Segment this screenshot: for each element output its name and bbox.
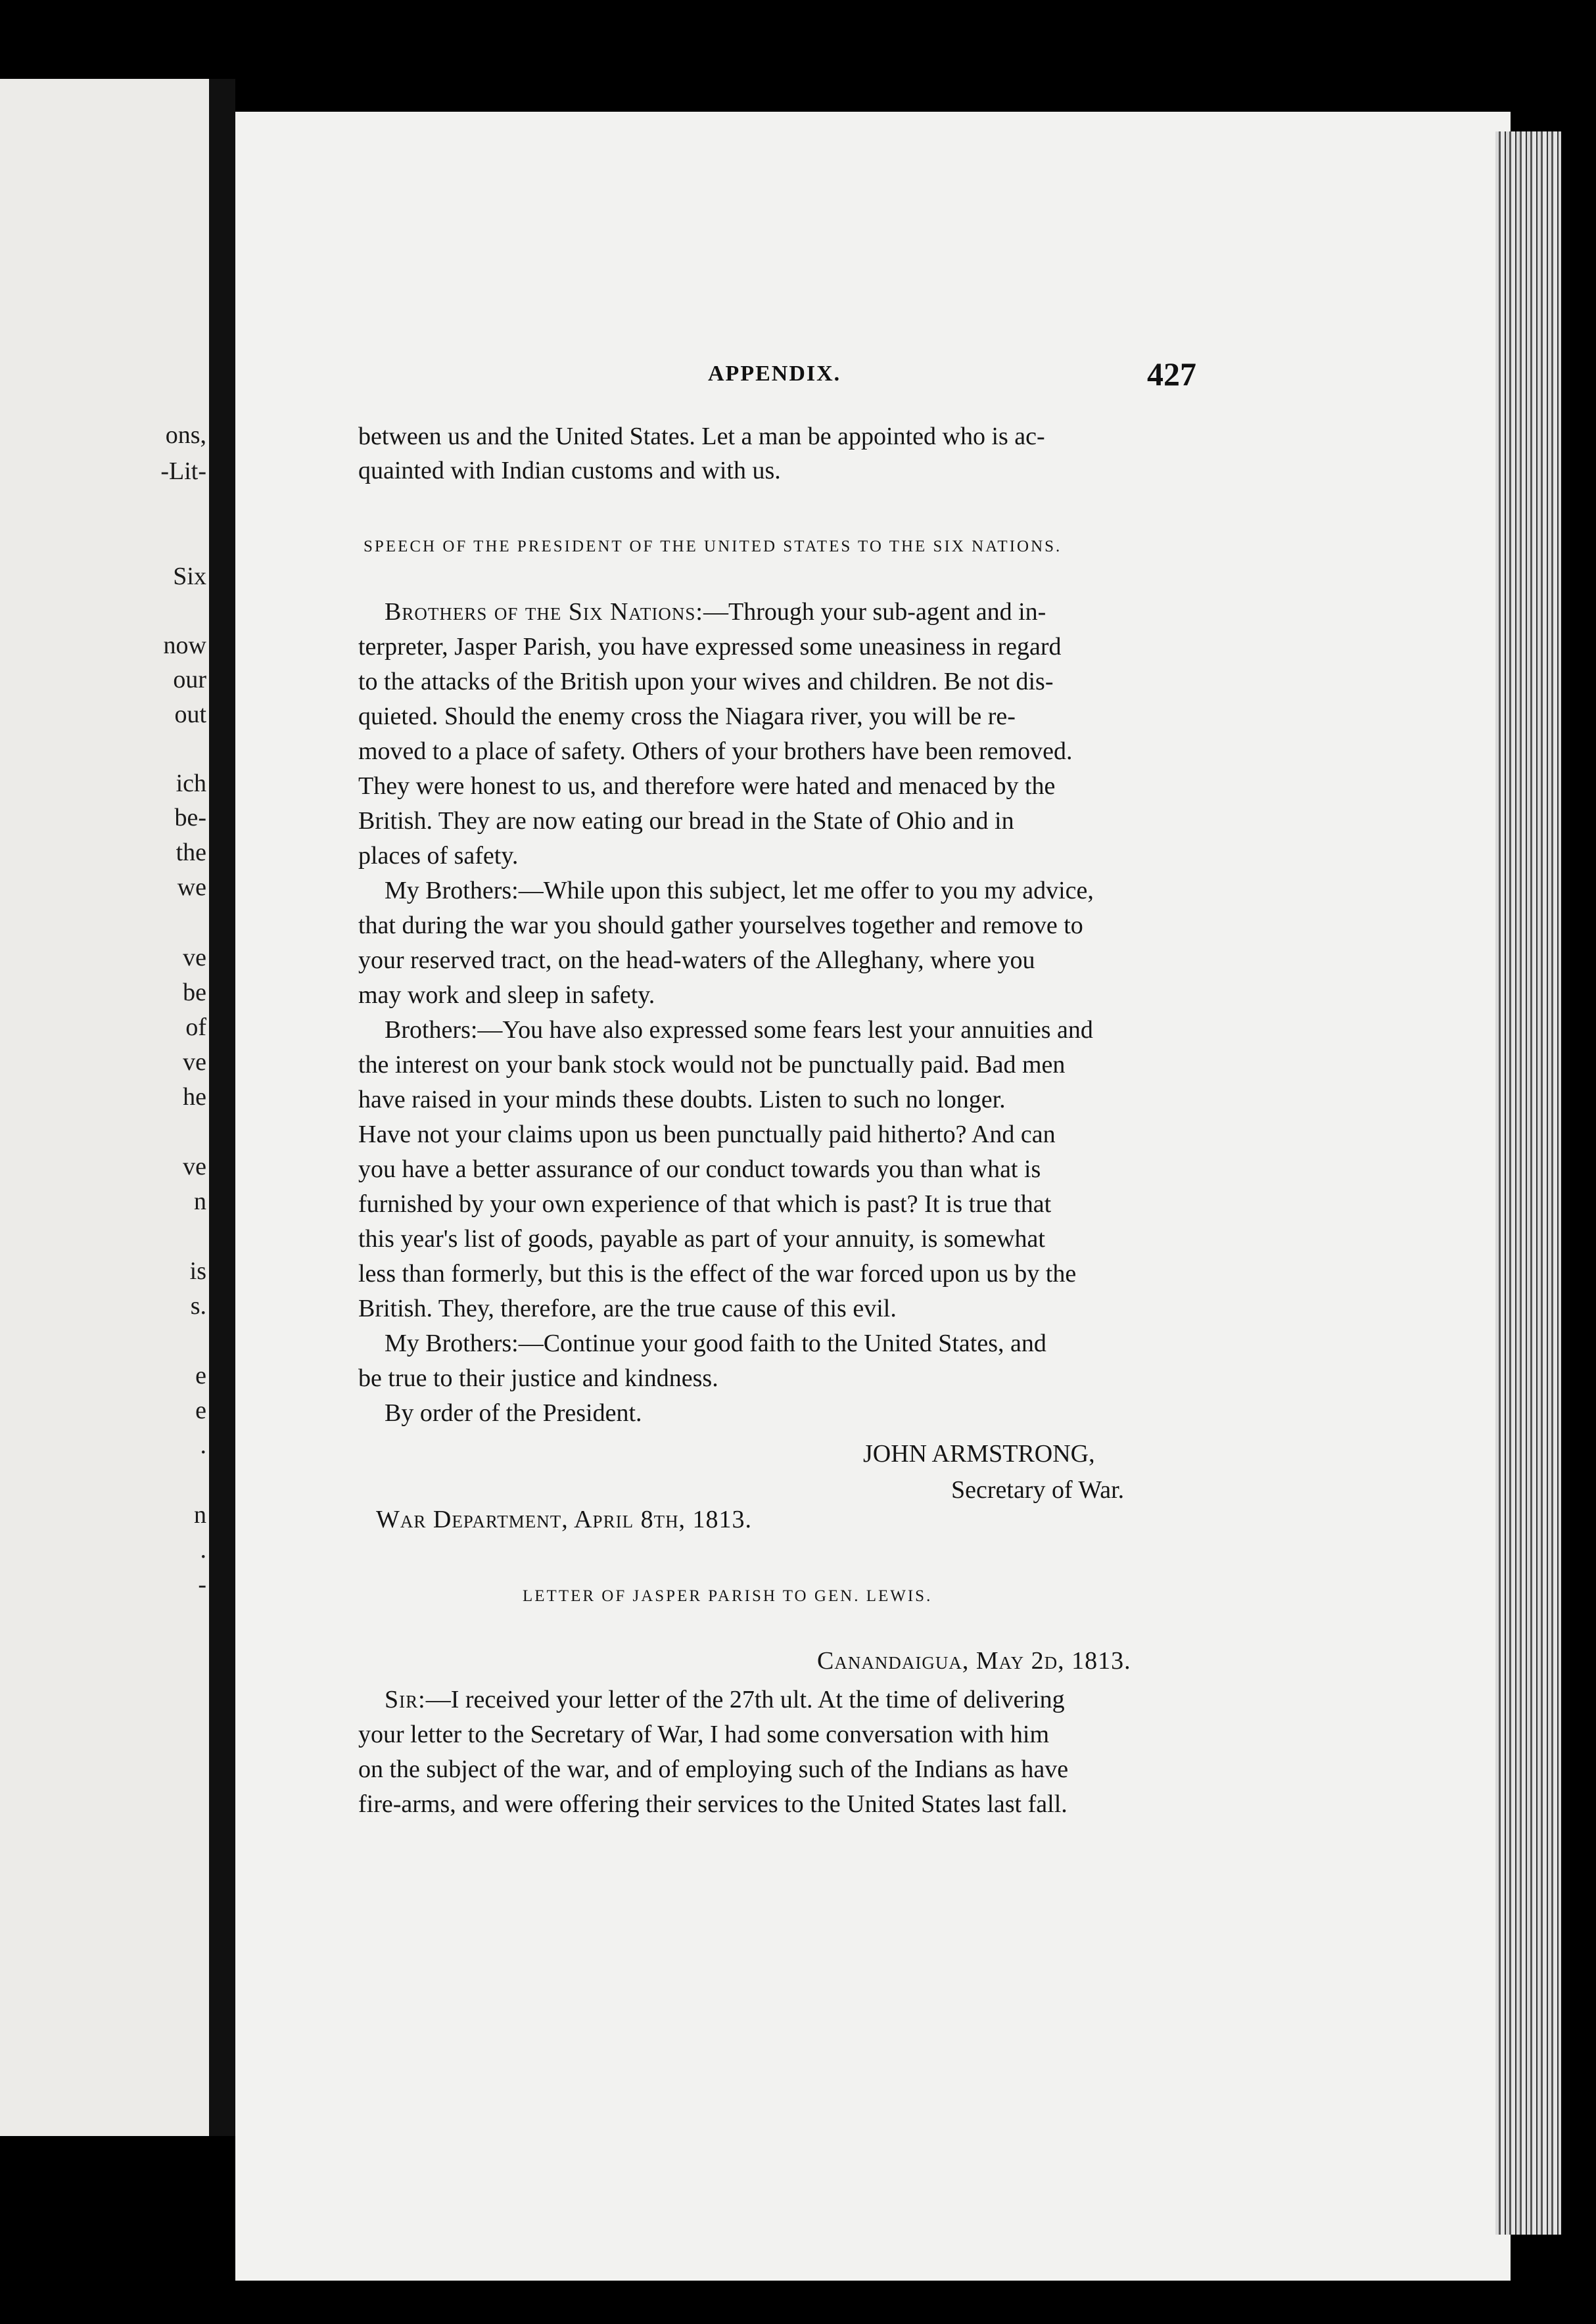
salutation: Brothers of the Six Nations:: [385, 598, 703, 626]
text-line: [358, 1683, 1193, 1717]
salutation: Sir:: [385, 1686, 426, 1713]
facing-page-fragment: our: [173, 666, 206, 693]
facing-page-fragment: Six: [173, 563, 206, 590]
text-line: Brothers:—You have also expressed some fears lest your annuities and: [385, 1016, 1093, 1044]
text-line: to the attacks of the British upon your wives and children. Be not dis-: [358, 668, 1054, 695]
running-head: APPENDIX.: [708, 361, 841, 386]
text-fragment: —Through your sub-agent and in-: [703, 598, 1046, 626]
text-line: They were honest to us, and therefore were hated and menaced by the: [358, 772, 1056, 800]
facing-page-fragment: ve: [183, 1153, 206, 1180]
text-line: be true to their justice and kindness.: [358, 1364, 718, 1392]
text-line: [358, 595, 1193, 630]
text-line: My Brothers:—Continue your good faith to the United States, and: [385, 1330, 1046, 1357]
facing-page-fragment: ons,: [165, 421, 206, 449]
page-header: [355, 355, 1196, 401]
text-line: British. They, therefore, are the true cause of this evil.: [358, 1295, 897, 1322]
speech-heading: SPEECH OF THE PRESIDENT OF THE UNITED STATES TO THE SIX NATIONS.: [364, 538, 1062, 555]
signature-name: JOHN ARMSTRONG,: [863, 1440, 1095, 1468]
facing-page-fragment: be-: [174, 804, 206, 831]
text-line: My Brothers:—While upon this subject, let me offer to you my advice,: [385, 877, 1094, 904]
book-gutter: [209, 79, 235, 2136]
text-line: may work and sleep in safety.: [358, 981, 655, 1009]
text-line: quieted. Should the enemy cross the Niagara river, you will be re-: [358, 703, 1016, 730]
facing-page-fragment: -Lit-: [160, 457, 206, 485]
facing-page-fragment: n: [194, 1188, 206, 1215]
facing-page-fragment: of: [185, 1013, 206, 1041]
dateline: War Department, April 8th, 1813.: [376, 1506, 753, 1533]
facing-page-fragment: e: [195, 1397, 206, 1424]
facing-page-fragment: he: [183, 1083, 206, 1111]
facing-page-fragment: s.: [190, 1292, 206, 1320]
text-line: that during the war you should gather yourselves together and remove to: [358, 912, 1083, 939]
facing-page-fragment: -: [198, 1571, 206, 1598]
facing-page-fragment: now: [163, 632, 206, 659]
facing-page-fragment: is: [189, 1257, 206, 1285]
text-line: between us and the United States. Let a man be appointed who is ac-: [358, 423, 1045, 450]
facing-page-fragment: .: [200, 1536, 206, 1564]
facing-page-text: [0, 79, 209, 2136]
facing-page-fragment: ich: [176, 770, 206, 797]
facing-page-fragment: n: [194, 1501, 206, 1529]
text-line: moved to a place of safety. Others of your brothers have been removed.: [358, 737, 1073, 765]
text-line: this year's list of goods, payable as part of your annuity, is somewhat: [358, 1225, 1045, 1253]
letter-heading: LETTER OF JASPER PARISH TO GEN. LEWIS.: [523, 1587, 933, 1605]
text-line: quainted with Indian customs and with us.: [358, 457, 781, 484]
text-line: fire-arms, and were offering their services to the United States last fall.: [358, 1790, 1068, 1818]
facing-page-fragment: out: [174, 701, 206, 728]
page-edges: [1495, 131, 1561, 2235]
text-fragment: —I received your letter of the 27th ult. At the time of delivering: [425, 1686, 1065, 1713]
facing-page-fragment: .: [200, 1431, 206, 1459]
facing-page-fragment: ve: [183, 1048, 206, 1076]
text-line: less than formerly, but this is the effect of the war forced upon us by the: [358, 1260, 1077, 1288]
facing-page-fragment: we: [177, 873, 206, 901]
text-line: your reserved tract, on the head-waters of the Alleghany, where you: [358, 946, 1035, 974]
signature-title: Secretary of War.: [951, 1476, 1125, 1504]
text-line: places of safety.: [358, 842, 519, 870]
facing-page-fragment: ve: [183, 944, 206, 971]
letter-dateline: Canandaigua, May 2d, 1813.: [817, 1647, 1131, 1675]
text-line: Have not your claims upon us been punctually paid hitherto? And can: [358, 1121, 1056, 1148]
text-line: the interest on your bank stock would not be punctually paid. Bad men: [358, 1051, 1066, 1079]
text-line: By order of the President.: [385, 1399, 642, 1427]
text-line: British. They are now eating our bread in the State of Ohio and in: [358, 807, 1014, 835]
facing-page-fragment: e: [195, 1362, 206, 1389]
facing-page-fragment: be: [183, 979, 206, 1006]
text-line: furnished by your own experience of that which is past? It is true that: [358, 1190, 1052, 1218]
text-line: your letter to the Secretary of War, I had some conversation with him: [358, 1721, 1050, 1748]
facing-page: [0, 79, 211, 2136]
facing-page-fragment: the: [176, 839, 206, 866]
text-line: terpreter, Jasper Parish, you have expressed some uneasiness in regard: [358, 633, 1062, 661]
text-line: on the subject of the war, and of employing such of the Indians as have: [358, 1755, 1069, 1783]
text-line: you have a better assurance of our conduct towards you than what is: [358, 1155, 1041, 1183]
text-line: have raised in your minds these doubts. Listen to such no longer.: [358, 1086, 1006, 1113]
page-number: 427: [1147, 356, 1196, 392]
